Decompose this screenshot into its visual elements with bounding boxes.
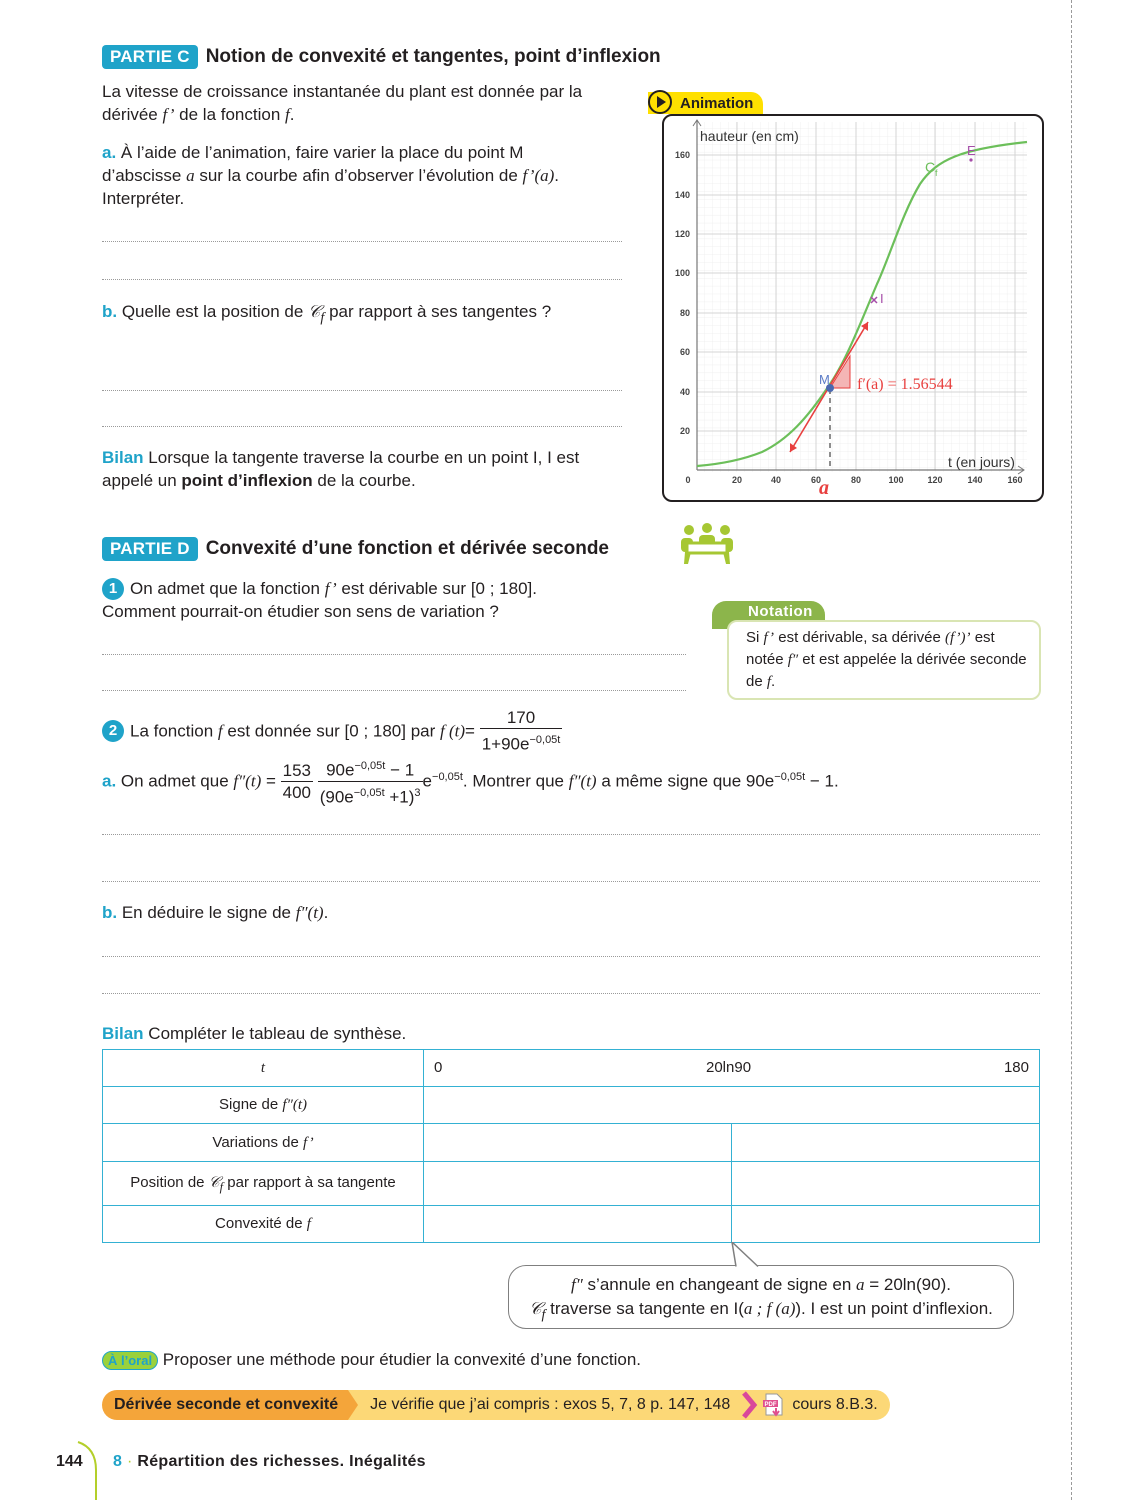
svg-text:160: 160 bbox=[674, 150, 690, 160]
chapter-footer: 8 · Répartition des richesses. Inégalités bbox=[113, 1453, 426, 1470]
table-row bbox=[103, 1206, 1040, 1243]
animation-label[interactable]: Animation bbox=[648, 92, 763, 114]
chevron-right-icon bbox=[740, 1390, 758, 1420]
svg-text:f: f bbox=[935, 168, 938, 178]
table-cell[interactable] bbox=[732, 1206, 1040, 1243]
question-number-2: 2 bbox=[102, 720, 124, 742]
svg-text:120: 120 bbox=[674, 229, 690, 239]
table-row bbox=[103, 1124, 1040, 1162]
svg-text:20: 20 bbox=[731, 475, 743, 485]
x-axis-label: t (en jours) bbox=[948, 454, 1015, 470]
svg-text:100: 100 bbox=[674, 268, 690, 278]
partie-d-question-2a: a. On admet que f″(t) = $\frac{153}{400}$ $\frac{90e^{-0,05t} - 1}{(90e^{-0,05t} +1)^3}$ $e^{-0,05t}$. Montrer que f″(t) a même signe que $90e^{-0,05t} - 1$. bbox=[102, 756, 1062, 808]
answer-line[interactable] bbox=[102, 881, 1040, 882]
svg-text:E: E bbox=[967, 143, 976, 158]
svg-text:PDF: PDF bbox=[764, 1402, 777, 1408]
row-label: Position de 𝒞$_f$ par rapport à sa tangente bbox=[103, 1162, 424, 1206]
svg-text:C: C bbox=[925, 159, 936, 175]
svg-text:20: 20 bbox=[679, 426, 690, 436]
page-margin-cut-line bbox=[1071, 0, 1072, 1500]
answer-line[interactable] bbox=[102, 241, 622, 242]
animation-plot[interactable] bbox=[662, 114, 1042, 502]
table-cell[interactable] bbox=[424, 1206, 732, 1243]
svg-text:M: M bbox=[819, 372, 830, 387]
intro-line-1: La vitesse de croissance instantanée du plant est donnée par la bbox=[102, 82, 583, 101]
topic-label: Dérivée seconde et convexité bbox=[102, 1390, 348, 1420]
svg-text:40: 40 bbox=[679, 387, 690, 397]
svg-text:140: 140 bbox=[674, 190, 690, 200]
check-exercises-link[interactable]: Je vérifie que j’ai compris : exos 5, 7, 8 p. 147, 148 bbox=[360, 1390, 740, 1420]
partie-c-header bbox=[102, 45, 661, 69]
partie-d-question-2: 2 La fonction f est donnée sur [0 ; 180] par f (t)= $\frac{170}{1+90e^{-0,05t}}$ bbox=[102, 708, 802, 756]
table-cell[interactable] bbox=[424, 1087, 1040, 1124]
synthesis-table bbox=[102, 1049, 1040, 1243]
notation-tab: Notation bbox=[712, 601, 825, 629]
slope-value: f′(a) = 1.56544 bbox=[857, 376, 953, 393]
y-axis-label: hauteur (en cm) bbox=[700, 128, 799, 144]
course-link[interactable]: PDF cours 8.B.3. bbox=[758, 1390, 889, 1420]
row-label: Variations de f’ bbox=[103, 1124, 424, 1162]
partie-d-title: Convexité d’une fonction et dérivée seconde bbox=[205, 538, 610, 559]
intro-line-2: dérivée f’ de la fonction f. bbox=[102, 105, 295, 124]
partie-d-badge: PARTIE D bbox=[102, 537, 198, 561]
play-icon[interactable] bbox=[648, 90, 672, 114]
svg-text:80: 80 bbox=[679, 308, 690, 318]
question-number-1: 1 bbox=[102, 578, 124, 600]
answer-line[interactable] bbox=[102, 956, 1040, 957]
svg-text:100: 100 bbox=[888, 475, 904, 485]
answer-line[interactable] bbox=[102, 690, 686, 691]
partie-c-intro bbox=[102, 80, 632, 126]
answer-line[interactable] bbox=[102, 390, 622, 391]
partie-c-question-a: a. À l’aide de l’animation, faire varier la place du point M d’abscisse a sur la courbe afin d’observer l’évolution de f’(a). Interpréter. bbox=[102, 143, 560, 208]
notation-text: Si f’ est dérivable, sa dérivée (f’)’ est notée f″ et est appelée la dérivée seconde de f. bbox=[746, 629, 1027, 690]
svg-text:0: 0 bbox=[685, 475, 691, 485]
row-label: Signe de f″(t) bbox=[103, 1087, 424, 1124]
table-row bbox=[103, 1087, 1040, 1124]
svg-text:120: 120 bbox=[927, 475, 943, 485]
callout-pointer bbox=[726, 1242, 762, 1268]
svg-text:140: 140 bbox=[967, 475, 983, 485]
partie-c-bilan: Bilan Lorsque la tangente traverse la courbe en un point I, I est appelé un point d’inflexion de la courbe. bbox=[102, 448, 580, 490]
partie-c-title: Notion de convexité et tangentes, point d’inflexion bbox=[205, 46, 661, 67]
inflexion-callout: f″ s’annule en changeant de signe en a = 20ln(90). 𝒞$_f$ traverse sa tangente en I(a ; f (a)). I est un point d’inflexion. bbox=[508, 1265, 1014, 1329]
header-values: 0 20ln90 180 bbox=[424, 1050, 1040, 1087]
svg-text:a: a bbox=[819, 477, 829, 499]
svg-text:160: 160 bbox=[1007, 475, 1023, 485]
answer-line[interactable] bbox=[102, 993, 1040, 994]
partie-c-question-b: b. Quelle est la position de 𝒞$_f$ par rapport à ses tangentes ? bbox=[102, 302, 552, 326]
svg-text:60: 60 bbox=[679, 347, 690, 357]
group-work-icon bbox=[678, 522, 738, 568]
answer-line[interactable] bbox=[102, 426, 622, 427]
table-cell[interactable] bbox=[732, 1124, 1040, 1162]
answer-line[interactable] bbox=[102, 654, 686, 655]
partie-c-badge: PARTIE C bbox=[102, 45, 198, 69]
page-number: 144 bbox=[56, 1453, 83, 1470]
svg-text:60: 60 bbox=[810, 475, 822, 485]
table-row bbox=[103, 1162, 1040, 1206]
svg-text:40: 40 bbox=[770, 475, 782, 485]
table-cell[interactable] bbox=[424, 1124, 732, 1162]
oral-prompt: À l’oral Proposer une méthode pour étudier la convexité d’une fonction. bbox=[102, 1348, 641, 1371]
partie-d-question-1: 1 On admet que la fonction f’ est dérivable sur [0 ; 180]. Comment pourrait-on étudier son sens de variation ? bbox=[102, 579, 537, 621]
row-label: Convexité de f bbox=[103, 1206, 424, 1243]
chevron-separator-icon bbox=[348, 1390, 360, 1420]
table-cell[interactable] bbox=[424, 1162, 732, 1206]
pdf-icon bbox=[762, 1393, 786, 1417]
svg-text:I: I bbox=[880, 291, 884, 306]
answer-line[interactable] bbox=[102, 834, 1040, 835]
review-bar bbox=[102, 1390, 890, 1420]
table-row bbox=[103, 1050, 1040, 1087]
header-t: t bbox=[103, 1050, 424, 1087]
partie-d-header bbox=[102, 537, 609, 561]
svg-text:80: 80 bbox=[850, 475, 862, 485]
oral-badge: À l’oral bbox=[102, 1351, 158, 1370]
fraction-f: $\frac{170}{1+90e^{-0,05t}}$ bbox=[481, 708, 561, 754]
table-cell[interactable] bbox=[732, 1162, 1040, 1206]
answer-line[interactable] bbox=[102, 279, 622, 280]
partie-d-bilan: Bilan Compléter le tableau de synthèse. bbox=[102, 1024, 407, 1043]
partie-d-question-2b: b. En déduire le signe de f″(t). bbox=[102, 903, 329, 922]
